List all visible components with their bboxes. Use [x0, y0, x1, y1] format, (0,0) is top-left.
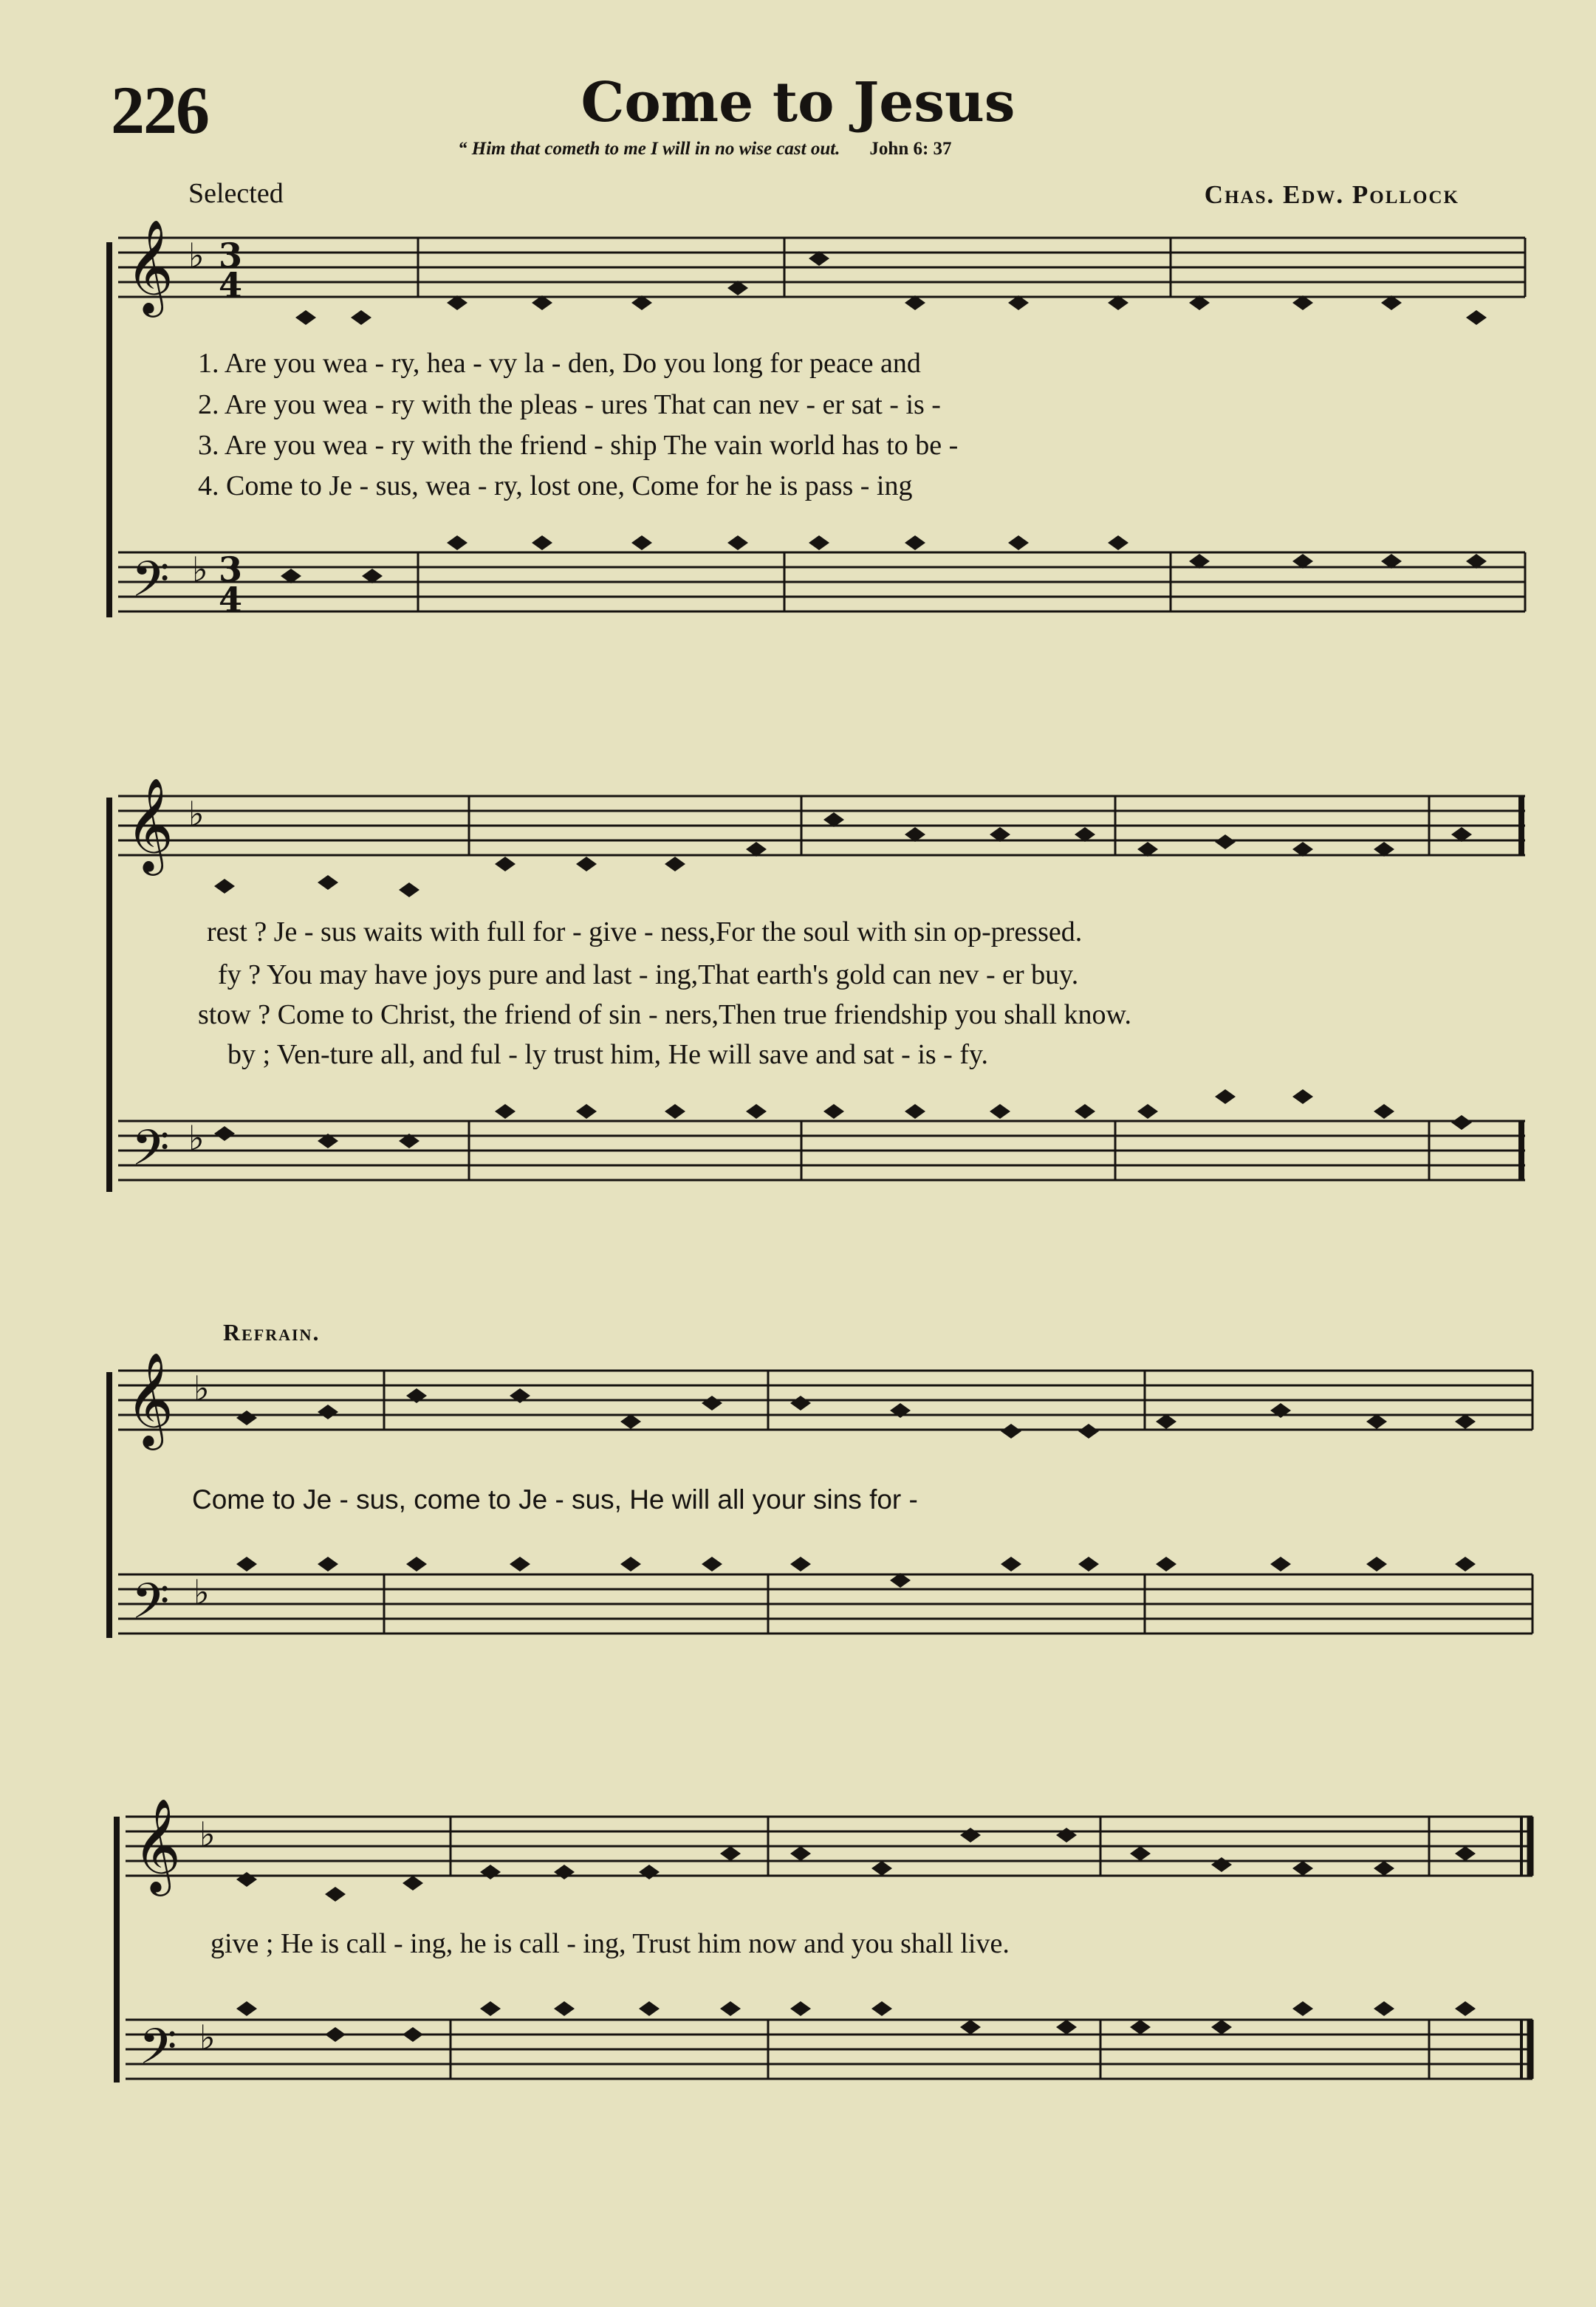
treble-clef-icon: 𝄞 — [126, 777, 174, 871]
verse-4-line-1: 4. Come to Je - sus, wea - ry, lost one, Come for he is pass - ing — [198, 470, 913, 501]
bass-staff — [118, 552, 1525, 611]
refrain-line-2: give ; He is call - ing, he is call - ing, Trust him now and you shall live. — [210, 1928, 1010, 1959]
bass-clef-icon: 𝄢 — [131, 1120, 170, 1188]
time-signature — [219, 236, 242, 620]
flat-icon: ♭ — [199, 2018, 216, 2057]
treble-staff — [118, 238, 1525, 297]
verse-4-line-2: by ; Ven-ture all, and ful - ly trust him, He will save and sat - is - fy. — [227, 1039, 989, 1070]
svg-text:3: 3 — [219, 236, 243, 275]
treble-clef-icon: 𝄞 — [126, 219, 174, 313]
verse-2-line-2: fy ? You may have joys pure and last - ing,That earth's gold can nev - er buy. — [218, 959, 1079, 990]
hymn-number: 226 — [111, 72, 208, 148]
flat-icon: ♭ — [188, 1118, 205, 1158]
flat-icon: ♭ — [188, 794, 205, 834]
treble-clef-icon: 𝄞 — [126, 1351, 174, 1446]
refrain-line-1: Come to Je - sus, come to Je - sus, He will all your sins for - — [192, 1484, 918, 1515]
bass-staff — [118, 1121, 1525, 1180]
refrain-label: Refrain. — [223, 1319, 321, 1346]
verse-3-line-2: stow ? Come to Christ, the friend of sin - ners,Then true friendship you shall know. — [198, 999, 1131, 1030]
treble-staff — [118, 1371, 1532, 1430]
svg-text:4: 4 — [219, 580, 243, 620]
composer-credit: Chas. Edw. Pollock — [1204, 180, 1459, 209]
flat-icon: ♭ — [193, 1368, 210, 1408]
epigraph-reference: John 6: 37 — [869, 139, 952, 159]
flat-icon: ♭ — [192, 549, 208, 589]
flat-icon: ♭ — [193, 1572, 210, 1612]
epigraph-text: “ Him that cometh to me I will in no wise cast out. — [458, 139, 840, 159]
bass-clef-icon: 𝄢 — [139, 2018, 177, 2087]
scripture-epigraph — [458, 139, 952, 160]
bass-clef-icon: 𝄢 — [131, 1573, 170, 1642]
flat-icon: ♭ — [199, 1814, 216, 1854]
svg-text:4: 4 — [219, 265, 243, 305]
system-2 — [0, 768, 1596, 1226]
hymn-title: Come to Jesus — [580, 71, 1016, 134]
bass-staff — [118, 1574, 1532, 1634]
verse-1-line-1: 1. Are you wea - ry, hea - vy la - den, Do you long for peace and — [198, 348, 921, 379]
bar-lines — [418, 238, 1525, 611]
svg-text:3: 3 — [219, 549, 243, 589]
verse-2-line-1: 2. Are you wea - ry with the pleas - ures That can nev - er sat - is - — [198, 389, 941, 420]
music-source: Selected — [188, 178, 284, 209]
verse-1-line-2: rest ? Je - sus waits with full for - give - ness,For the soul with sin op-pressed. — [207, 916, 1083, 947]
treble-staff — [118, 796, 1525, 855]
flat-icon: ♭ — [188, 236, 205, 275]
bass-clef-icon: 𝄢 — [131, 551, 170, 620]
treble-clef-icon: 𝄞 — [133, 1797, 182, 1892]
verse-3-line-1: 3. Are you wea - ry with the friend - ship The vain world has to be - — [198, 430, 959, 461]
treble-staff — [126, 1817, 1532, 1876]
